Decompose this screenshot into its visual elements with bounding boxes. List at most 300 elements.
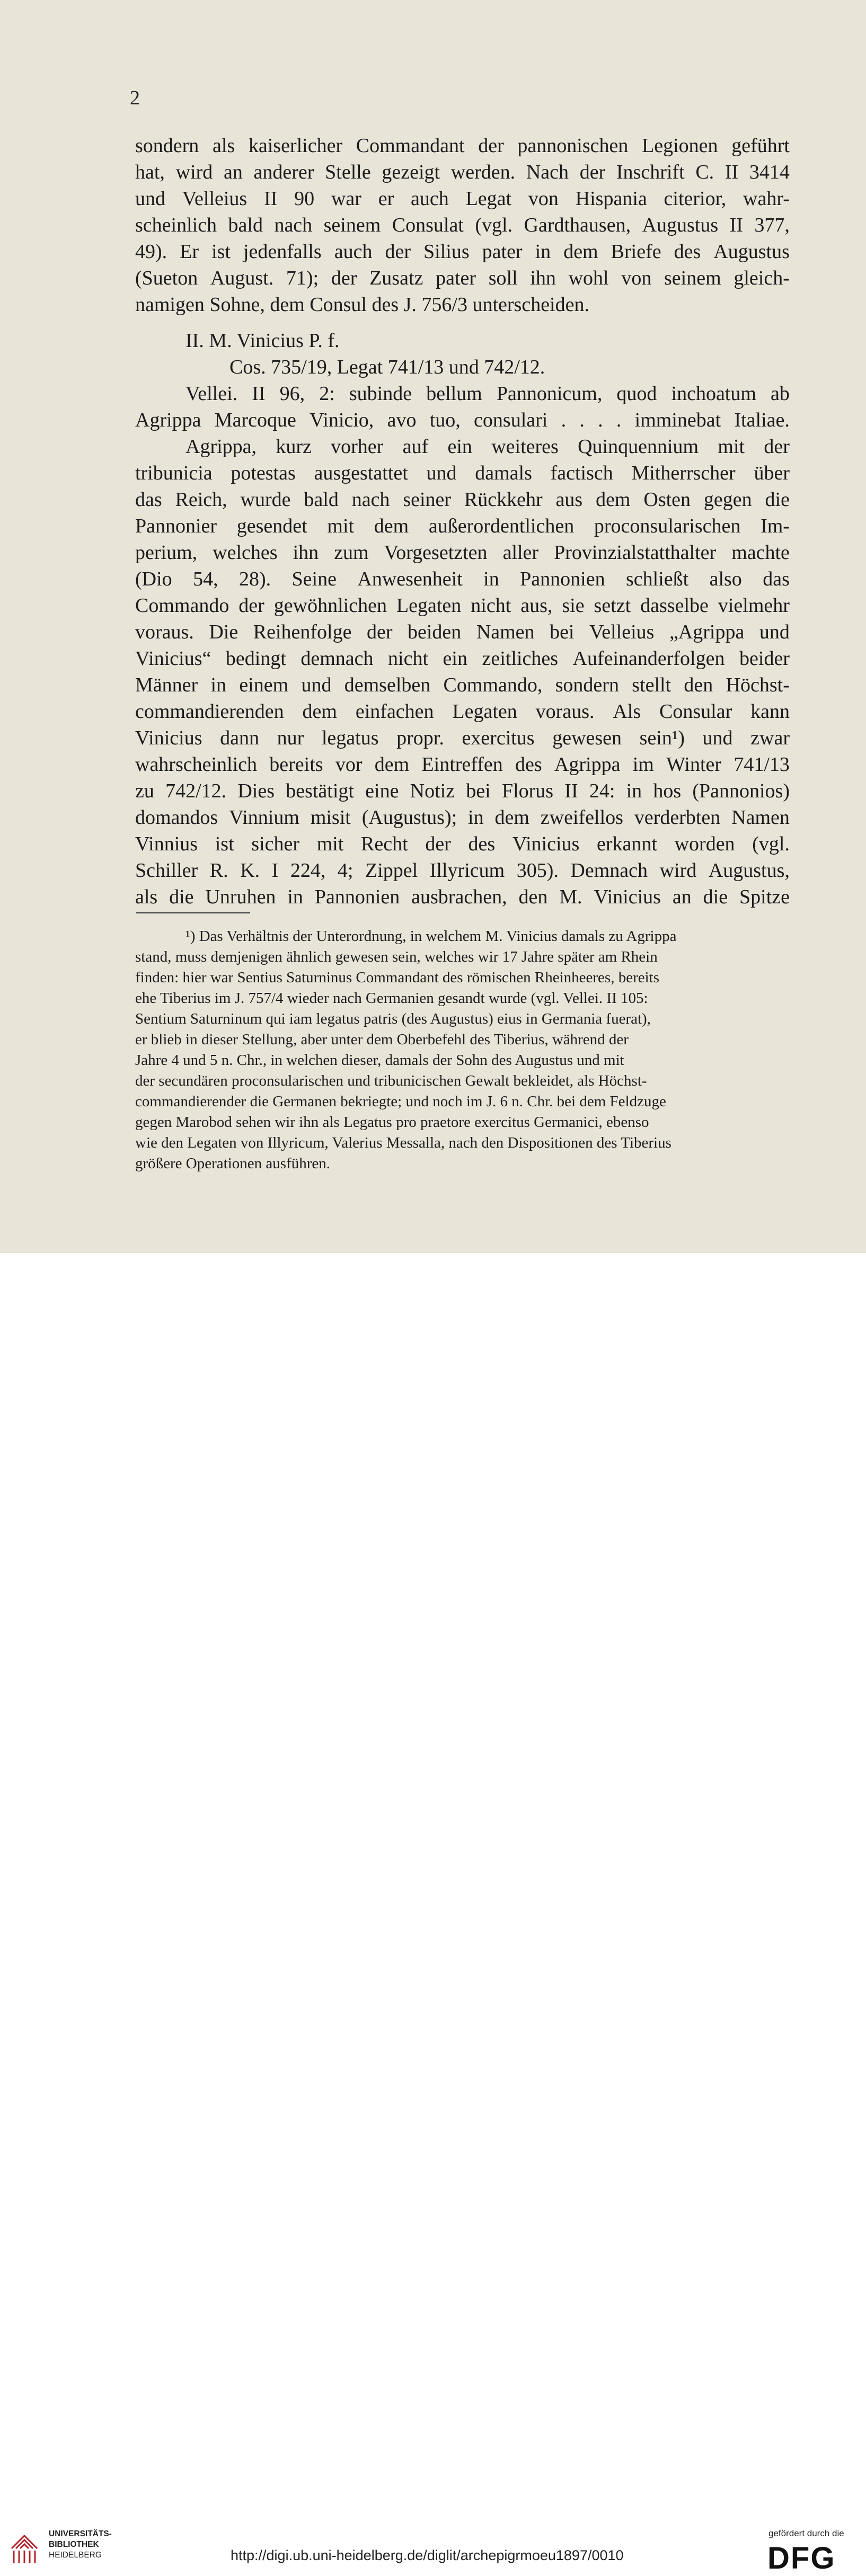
word: wahr- [743, 188, 790, 210]
text-line [135, 751, 790, 778]
word: ihn [530, 267, 556, 289]
word: Briefe [611, 241, 661, 263]
word: Aufeinanderfolgen [572, 647, 725, 670]
word: bereits [269, 753, 323, 776]
word: 377, [754, 214, 790, 236]
word: II [264, 188, 278, 210]
word: Anwesenheit [357, 568, 463, 590]
word: den [684, 674, 713, 696]
word: Namen [476, 621, 535, 643]
word: II [252, 383, 266, 405]
word: des [674, 241, 701, 263]
quote-line [135, 380, 790, 407]
word: dem [494, 806, 529, 829]
word: II [729, 214, 743, 236]
word: (vgl. [475, 214, 513, 236]
word: als [212, 135, 235, 157]
word: 90 [294, 188, 315, 210]
word: citerior, [664, 188, 727, 210]
word: wird [175, 161, 213, 183]
word: Augustus [642, 214, 719, 236]
text-line [135, 725, 790, 751]
text-line [135, 185, 790, 212]
word: Pannonicum, [496, 383, 603, 405]
text-line [135, 645, 790, 672]
word: Männer [135, 674, 198, 696]
word: Legaten [396, 594, 462, 617]
main-paragraph [135, 433, 790, 910]
word: werden. [450, 161, 516, 183]
text-line [135, 672, 790, 698]
word: Notiz [410, 780, 455, 802]
word: dem [374, 753, 410, 776]
word: domandos [135, 806, 218, 829]
word: Vorgesetzten [384, 541, 488, 564]
word: sicher [251, 833, 300, 855]
word: mit [327, 515, 355, 537]
word: sondern [555, 674, 619, 696]
word: wahrscheinlich [135, 753, 258, 776]
word: 71); [286, 267, 319, 289]
word: voraus. [535, 700, 595, 723]
word: voraus. [135, 621, 194, 643]
word: von [621, 267, 652, 289]
word: Gardthausen, [524, 214, 631, 236]
word: (Augustus); [361, 806, 457, 829]
word: die [765, 488, 790, 511]
text-line [135, 460, 790, 486]
footnote-line: der secundären proconsularischen und tribunicischen Gewalt bekleidet, als Höchst- [135, 1072, 647, 1089]
word: exercitus [462, 727, 535, 749]
word: tribunicia [135, 462, 213, 484]
text-line [135, 778, 790, 804]
word: wohl [568, 267, 609, 289]
word: commandierenden [135, 700, 284, 723]
word: und [702, 727, 733, 749]
word: Vinnius [135, 833, 198, 855]
word: sein¹) [639, 727, 685, 749]
word: aus, [520, 594, 553, 617]
word: II [564, 780, 578, 802]
word: Marcoque [214, 409, 296, 431]
word: Vellei. [185, 383, 238, 405]
word: dem [563, 241, 598, 263]
word: 741/13 [734, 753, 790, 776]
word: Namen [731, 806, 790, 829]
word: C. [695, 161, 714, 183]
word: Velleius [182, 188, 248, 210]
word: dasselbe [640, 594, 709, 617]
word: zweifellos [540, 806, 623, 829]
word: dem [596, 488, 631, 511]
word: seinem [664, 267, 721, 289]
word: zum [334, 541, 369, 564]
footnote-line: ehe Tiberius im J. 757/4 wieder nach Germanien gesandt wurde (vgl. Vellei. II 105: [135, 990, 648, 1007]
word: misit [310, 806, 351, 829]
word: erkannt [596, 833, 657, 855]
word: dem [374, 515, 409, 537]
word: Legat [465, 188, 512, 210]
word: Reich, [175, 488, 227, 511]
word: und [301, 674, 332, 696]
word: Quinquennium [578, 436, 699, 458]
footnote-line: ¹) Das Verhältnis der Unterordnung, in welchem M. Vinicius damals zu Agrippa [185, 928, 677, 945]
footnote-line: gegen Marobod sehen wir ihn als Legatus pro praetore exercitus Germanici, ebenso [135, 1114, 649, 1131]
word: ausbrachen, [411, 886, 507, 908]
text-line [135, 212, 790, 238]
word: Demnach [570, 859, 648, 882]
text-line [135, 539, 790, 566]
word: machte [731, 541, 790, 564]
word: gezeigt [382, 161, 440, 183]
word: des [468, 833, 496, 855]
word: 49). [135, 241, 167, 263]
word: inchoatum [671, 383, 756, 405]
text-line [135, 566, 790, 592]
word: Winter [666, 753, 722, 776]
word: M. [559, 886, 582, 908]
word: und [759, 621, 790, 643]
word: in [535, 241, 551, 263]
word: bei [466, 780, 491, 802]
word: welches [213, 541, 278, 564]
word: war [331, 188, 361, 210]
word: . [616, 409, 622, 431]
word: II [724, 161, 739, 183]
footnote-line: Jahre 4 und 5 n. Chr., in welchen dieser, damals der Sohn des Augustus und mit [135, 1052, 624, 1069]
word: kaiserlicher [248, 135, 343, 157]
word: gewesen [552, 727, 622, 749]
word: Augustus, [708, 859, 790, 882]
word: bedingt [225, 647, 286, 670]
word: als [135, 886, 158, 908]
word: seinem [323, 214, 381, 236]
word: legatus [321, 727, 379, 749]
word: ist [215, 833, 234, 855]
word: seiner [403, 488, 452, 511]
footnote [135, 926, 790, 1174]
footnote-line: er blieb in dieser Stellung, aber unter dem Oberbefehl des Tiberius, während der [135, 1031, 629, 1048]
word: setzt [594, 594, 631, 617]
word: ihn [293, 541, 319, 564]
word: bald [228, 214, 263, 236]
word: Vinicio, [310, 409, 374, 431]
word: sondern [135, 135, 199, 157]
dfg-logo: DFG [767, 2541, 836, 2575]
word: kurz [276, 436, 312, 458]
word: vor [335, 753, 363, 776]
word: demselben [344, 674, 431, 696]
word: Agrippa [554, 753, 621, 776]
word: Consulat [392, 214, 464, 236]
word: pater [482, 241, 523, 263]
source-url-link[interactable]: http://digi.ub.uni-heidelberg.de/diglit/archepigrmoeu1897/0010 [231, 2547, 624, 2563]
word: der [366, 621, 393, 643]
word: kann [750, 700, 790, 723]
word: 4; [337, 859, 354, 882]
text-line [135, 513, 790, 539]
word: . [561, 409, 567, 431]
word: propr. [396, 727, 444, 749]
word: imminebat [634, 409, 721, 431]
footnote-line: größere Operationen ausführen. [135, 1155, 330, 1172]
main-text [135, 132, 790, 910]
word: perium, [135, 541, 198, 564]
word: schließt [625, 568, 689, 590]
word: auf [402, 436, 429, 458]
word: Florus [501, 780, 554, 802]
word: Er [180, 241, 199, 263]
word: worden [674, 833, 735, 855]
word: der [425, 833, 451, 855]
word: Vinnium [229, 806, 299, 829]
word: pater [436, 267, 476, 289]
text-line [135, 265, 790, 291]
text-line [135, 804, 790, 831]
word: weiteres [491, 436, 559, 458]
word: damals [475, 462, 532, 484]
word: Zippel [365, 859, 418, 882]
word: Stelle [325, 161, 371, 183]
word: bestätigt [286, 780, 354, 802]
word: Silius [423, 241, 470, 263]
word: in [210, 674, 227, 696]
word: Commando [135, 594, 229, 617]
word: Osten [643, 488, 691, 511]
word: (Pannonios) [692, 780, 790, 802]
word: Spitze [739, 886, 790, 908]
section-subheading: Cos. 735/19, Legat 741/13 und 742/12. [229, 356, 545, 378]
word: verderbten [634, 806, 721, 829]
word: Pannonier [135, 515, 217, 537]
word: über [754, 462, 790, 484]
word: Eintreffen [421, 753, 503, 776]
word: Augustus [713, 241, 790, 263]
footnote-line: wie den Legaten von Illyricum, Valerius Messalla, nach den Dispositionen des Tiberius [135, 1134, 671, 1151]
word: ein [447, 436, 472, 458]
library-name-line: BIBLIOTHEK [49, 2540, 99, 2549]
word: consulari [474, 409, 548, 431]
word: nicht [388, 647, 429, 670]
word: mit [718, 436, 745, 458]
word: Seine [291, 568, 337, 590]
word: Vinicius [512, 833, 580, 855]
word: einem [239, 674, 289, 696]
word: das [135, 488, 162, 511]
word: potestas [231, 462, 296, 484]
text-line [135, 132, 790, 159]
word: ab [771, 383, 790, 405]
word: von [528, 188, 559, 210]
word: R. [209, 859, 228, 882]
word: ein [443, 647, 467, 670]
word: vorher [331, 436, 384, 458]
word: gleich- [734, 267, 790, 289]
word: Pannonien [520, 568, 605, 590]
word: sie [562, 594, 585, 617]
word: 2: [319, 383, 335, 405]
word: ist [211, 241, 231, 263]
word: hat, [135, 161, 165, 183]
footnote-line: stand, muss demjenigen ähnlich gewesen sein, welches wir 17 Jahre später am Rhein [135, 948, 658, 965]
word: Recht [361, 833, 408, 855]
word: die [169, 886, 194, 908]
text-line [135, 238, 790, 265]
word: der [478, 135, 504, 157]
word: Consular [659, 700, 732, 723]
word: I [271, 859, 279, 882]
word: Reihenfolge [253, 621, 352, 643]
library-name [49, 2529, 112, 2561]
word: 96, [279, 383, 305, 405]
word: Agrippa [135, 409, 201, 431]
word: in [483, 568, 499, 590]
word: Provinzialstatthalter [554, 541, 717, 564]
word: zwar [750, 727, 790, 749]
word: Italiae. [734, 409, 790, 431]
word: Rückkehr [464, 488, 543, 511]
text-line [135, 592, 790, 619]
word: beider [739, 647, 790, 670]
word: auch [411, 188, 449, 210]
word: Schiller [135, 859, 198, 882]
section-heading: II. M. Vinicius P. f. [185, 330, 340, 352]
word: Vinicius [594, 886, 661, 908]
text-line [135, 159, 790, 185]
word: Als [613, 700, 641, 723]
word: Agrippa, [185, 436, 257, 458]
word: 3414 [749, 161, 790, 183]
word: Vinicius“ [135, 647, 211, 670]
word: Dies [237, 780, 275, 802]
text-line [135, 619, 790, 645]
word: jedenfalls [243, 241, 322, 263]
word: scheinlich [135, 214, 217, 236]
word: bei [550, 621, 575, 643]
word: und [135, 188, 165, 210]
word: den [518, 886, 548, 908]
word: soll [488, 267, 518, 289]
word: und [426, 462, 457, 484]
footnote-line: finden: hier war Sentius Saturninus Commandant des römischen Rheinheeres, bereits [135, 969, 660, 986]
word: 28). [238, 568, 271, 590]
word: aller [502, 541, 539, 564]
word: in [468, 806, 484, 829]
word: 305). [516, 859, 559, 882]
word: hos [653, 780, 682, 802]
text-line [135, 857, 790, 884]
word: avo [387, 409, 417, 431]
text-line [135, 433, 790, 460]
word: tuo, [429, 409, 461, 431]
word: ausgestattet [314, 462, 408, 484]
footer-bar [0, 1253, 866, 2575]
word: in [626, 780, 642, 802]
word: der [385, 241, 411, 263]
word: nur [277, 727, 304, 749]
word: zu [135, 780, 154, 802]
text-line [135, 486, 790, 513]
word: K. [240, 859, 260, 882]
word: er [378, 188, 394, 210]
word: auch [334, 241, 373, 263]
word: 24: [589, 780, 615, 802]
word: Velleius [589, 621, 655, 643]
word: gegen [703, 488, 752, 511]
word: . [579, 409, 585, 431]
word: Commando, [443, 674, 543, 696]
word: eine [365, 780, 399, 802]
word: nach [274, 214, 313, 236]
word: (Dio [135, 568, 172, 590]
library-name-line: UNIVERSITÄTS- [49, 2529, 112, 2538]
word: Commandant [356, 135, 465, 157]
word: der [238, 594, 264, 617]
word: Legionen [642, 135, 718, 157]
word: der [579, 161, 606, 183]
word: Pannonien [314, 886, 400, 908]
word: wurde [240, 488, 291, 511]
word: gesendet [236, 515, 307, 537]
word: (Sueton [135, 267, 198, 289]
word: proconsularischen [594, 515, 741, 537]
word: „Agrippa [669, 621, 745, 643]
word: . [598, 409, 603, 431]
word: nach [351, 488, 390, 511]
word: das [763, 568, 790, 590]
word: 224, [290, 859, 326, 882]
word: mit [316, 833, 344, 855]
word: pannonischen [517, 135, 629, 157]
word: Mitherrscher [631, 462, 736, 484]
word: die [703, 886, 728, 908]
word: bellum [426, 383, 482, 405]
university-library-logo [8, 2527, 40, 2565]
word: stellt [632, 674, 671, 696]
word: Im- [761, 515, 790, 537]
word: nicht [471, 594, 511, 617]
page-number: 2 [130, 87, 140, 109]
word: Vinicius [135, 727, 202, 749]
quote-line [135, 407, 790, 433]
word: demnach [301, 647, 374, 670]
word: der [331, 267, 357, 289]
word: anderer [253, 161, 314, 183]
word: geführt [731, 135, 790, 157]
word: an [672, 886, 692, 908]
word: einfachen [355, 700, 434, 723]
word: außerordentlichen [428, 515, 575, 537]
word: in [287, 886, 303, 908]
text-line: namigen Sohne, dem Consul des J. 756/3 unterscheiden. [135, 294, 589, 316]
word: des [515, 753, 542, 776]
word: im [632, 753, 654, 776]
word: 54, [193, 568, 218, 590]
word: 742/12. [165, 780, 227, 802]
word: dann [220, 727, 259, 749]
word: factisch [550, 462, 613, 484]
word: aus [555, 488, 583, 511]
footnote-divider [136, 912, 250, 913]
word: Illyricum [429, 859, 505, 882]
funding-label: gefördert durch die [768, 2528, 844, 2538]
word: subinde [349, 383, 412, 405]
text-line [135, 698, 790, 725]
word: wird [659, 859, 697, 882]
footnote-line: Sentium Saturninum qui iam legatus patris (des Augustus) eius in Germania fuerat), [135, 1010, 651, 1027]
text-line [135, 831, 790, 857]
word: gewöhnlichen [273, 594, 387, 617]
